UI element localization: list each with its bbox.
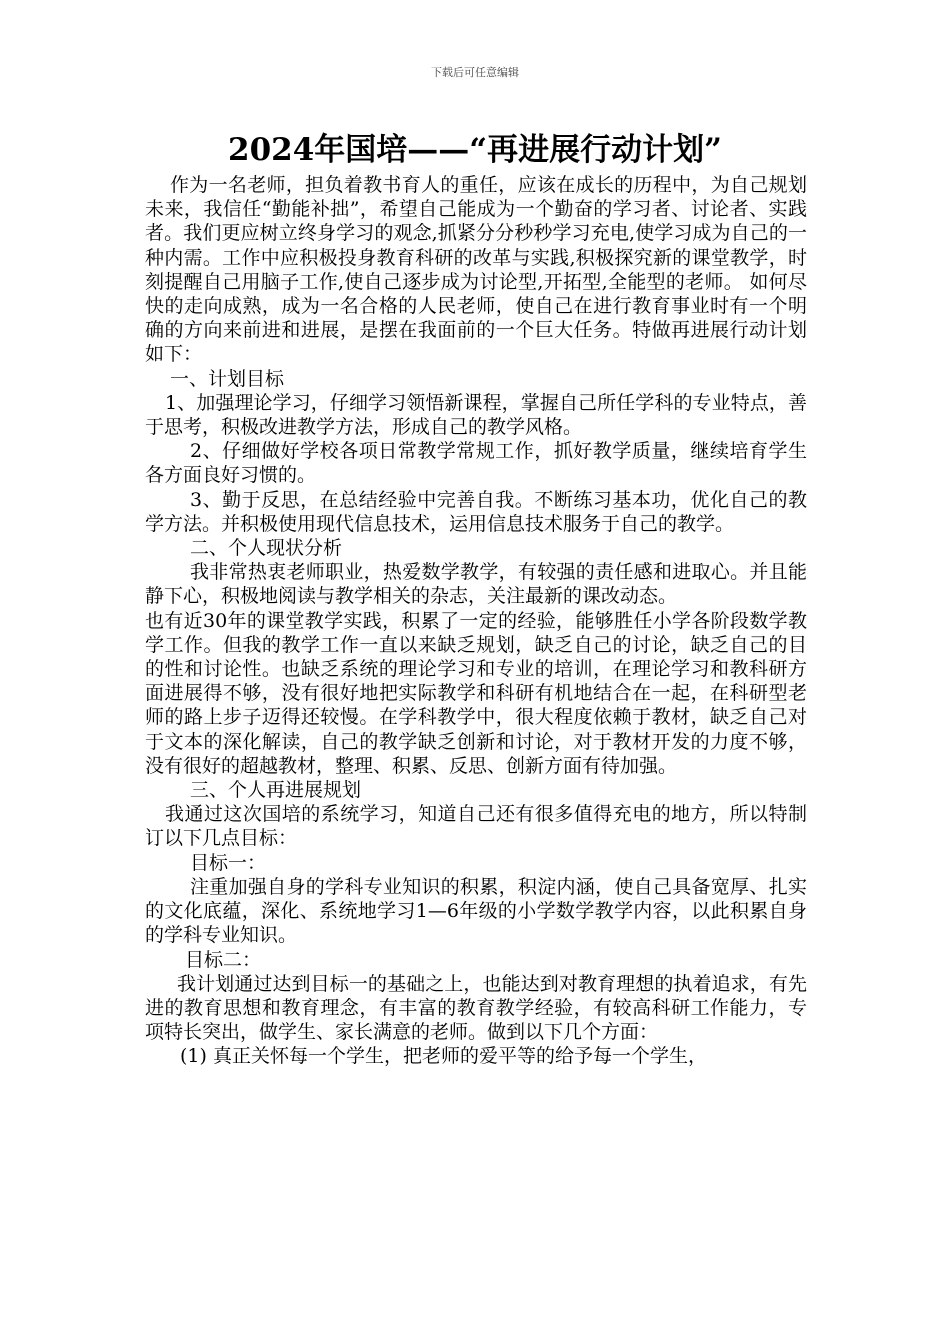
paragraph-goal-1: 1、加强理论学习，仔细学习领悟新课程，掌握自己所任学科的专业特点，善于思考，积极改进教学方法，形成自己的教学风格。: [145, 391, 807, 439]
header-note: 下载后可任意编辑: [431, 66, 519, 79]
goal-two-label: 目标二：: [185, 948, 262, 971]
paragraph-status-1: 我非常热衷老师职业，热爱数学教学，有较强的责任感和进取心。并且能静下心，积极地阅读与教学相关的杂志，关注最新的课改动态。: [145, 561, 807, 608]
document-title: 2024年国培——“再进展行动计划”: [228, 132, 722, 168]
paragraph-goal-two: 我计划通过达到目标一的基础之上，也能达到对教育理想的执着追求，有先进的教育思想和教育理念，有丰富的教育教学经验，有较高科研工作能力，专项特长突出，做学生、家长满意的老师。做到以下几个方面：: [145, 972, 807, 1044]
paragraph-plan-intro: 我通过这次国培的系统学习，知道自己还有很多值得充电的地方，所以特制订以下几点目标：: [145, 803, 807, 850]
paragraph-status-2: 也有近30年的课堂教学实践，积累了一定的经验，能够胜任小学各阶段数学教学工作。但我的教学工作一直以来缺乏规划，缺乏自己的讨论，缺乏自己的目的性和讨论性。也缺乏系统的理论学习和专业的培训，在理论学习和教科研方面进展得不够，没有很好地把实际教学和科研有机地结合在一起，在科研型老师的路上步子迈得还较慢。在学科教学中，很大程度依赖于教材，缺乏自己对于文本的深化解读，自己的教学缺乏创新和讨论，对于教材开发的力度不够，没有很好的超越教材，整理、积累、反思、创新方面有待加强。: [145, 609, 807, 777]
section-heading-development-plan: 三、个人再进展规划: [190, 779, 362, 802]
paragraph-goal-2: 2、仔细做好学校各项日常教学常规工作，抓好教学质量，继续培育学生各方面良好习惯的。: [145, 440, 807, 487]
paragraph-intro: 作为一名老师，担负着教书育人的重任，应该在成长的历程中，为自己规划未来，我信任“勤能补拙”，希望自己能成为一个勤奋的学习者、讨论者、实践者。我们更应树立终身学习的观念,抓紧分分秒秒学习充电,使学习成为自己的一种内需。工作中应积极投身教育科研的改革与实践,积极探究新的课堂教学，时刻提醒自己用脑子工作,使自己逐步成为讨论型,开拓型,全能型的老师。 如何尽快的走向成熟，成为一名合格的人民老师，使自己在进行教育事业时有一个明确的方向来前进和进展，是摆在我面前的一个巨大任务。特做再进展行动计划如下：: [145, 174, 807, 366]
list-item-1: (1) 真正关怀每一个学生，把老师的爱平等的给予每一个学生，: [180, 1045, 707, 1068]
document-body: [145, 173, 807, 1069]
section-heading-plan-goals: 一、计划目标: [170, 367, 285, 390]
goal-one-label: 目标一：: [190, 851, 267, 874]
section-heading-status-analysis: 二、个人现状分析: [190, 537, 343, 560]
paragraph-goal-one: 注重加强自身的学科专业知识的积累，积淀内涵，使自己具备宽厚、扎实的文化底蕴，深化、系统地学习1—6年级的小学数学教学内容，以此积累自身的学科专业知识。: [145, 875, 807, 947]
paragraph-goal-3: 3、勤于反思，在总结经验中完善自我。不断练习基本功，优化自己的教学方法。并积极使用现代信息技术，运用信息技术服务于自己的教学。: [145, 488, 807, 535]
